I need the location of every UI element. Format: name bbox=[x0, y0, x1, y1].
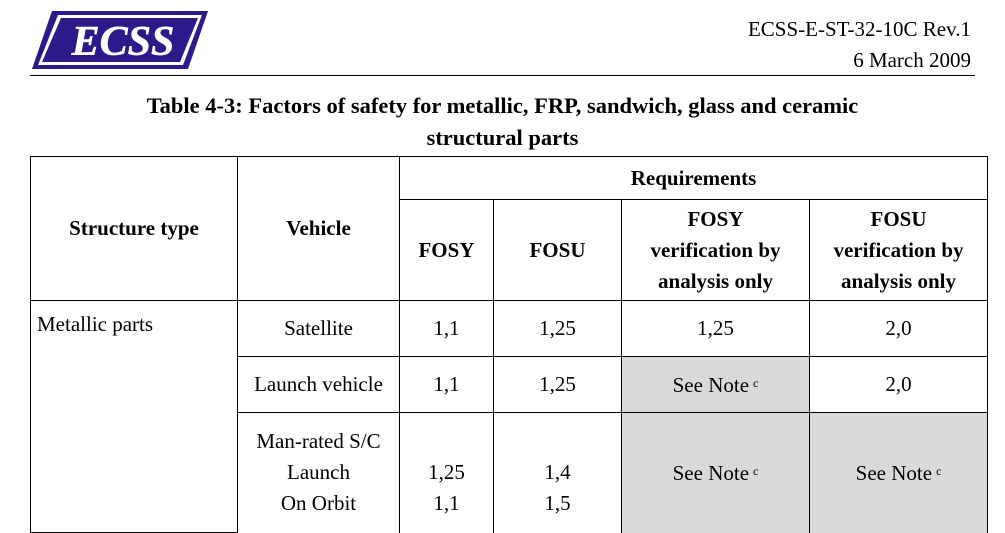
fosu-cell: 1,25 bbox=[494, 357, 622, 413]
see-note-text: See Note bbox=[672, 373, 750, 397]
group-label-metallic-parts: Metallic parts bbox=[31, 301, 238, 533]
fosy-verification-cell: 1,25 bbox=[622, 301, 810, 357]
fosy-cell: 1,1 bbox=[400, 301, 494, 357]
header-fosu: FOSU bbox=[494, 200, 622, 301]
vehicle-cell: Satellite bbox=[238, 301, 400, 357]
fosu-verification-cell: 2,0 bbox=[810, 301, 988, 357]
fosu-verification-cell bbox=[810, 413, 988, 533]
fosu-cell: 1,25 bbox=[494, 301, 622, 357]
header-fosy-verification: FOSY verification by analysis only bbox=[622, 200, 810, 301]
header-structure-type: Structure type bbox=[31, 157, 238, 301]
see-note-text: See Note bbox=[855, 461, 933, 486]
document-number: ECSS-E-ST-32-10C Rev.1 bbox=[747, 17, 971, 41]
header-fosy: FOSY bbox=[400, 200, 494, 301]
see-note-text: See Note bbox=[672, 461, 750, 486]
fosu-verification-cell: 2,0 bbox=[810, 357, 988, 413]
header-vehicle: Vehicle bbox=[238, 157, 400, 301]
table-caption bbox=[30, 90, 975, 154]
fosy-cell: 1,25 1,1 bbox=[400, 413, 494, 533]
logo-text: ECSS bbox=[71, 19, 175, 65]
note-marker: c bbox=[753, 376, 759, 390]
ecss-logo bbox=[30, 9, 210, 71]
fosy-verification-cell bbox=[622, 357, 810, 413]
document-id bbox=[748, 14, 971, 76]
fosu-cell: 1,4 1,5 bbox=[494, 413, 622, 533]
caption-line-2: structural parts bbox=[426, 125, 579, 150]
fosy-cell: 1,1 bbox=[400, 357, 494, 413]
document-date: 6 March 2009 bbox=[853, 48, 971, 72]
note-marker: c bbox=[753, 464, 759, 479]
vehicle-cell: Launch vehicle bbox=[238, 357, 400, 413]
fosy-verification-cell bbox=[622, 413, 810, 533]
header-requirements: Requirements bbox=[400, 157, 988, 200]
note-marker: c bbox=[936, 464, 942, 479]
caption-line-1: Table 4-3: Factors of safety for metallic, FRP, sandwich, glass and ceramic bbox=[146, 93, 859, 118]
vehicle-cell: Man-rated S/C Launch On Orbit bbox=[238, 413, 400, 533]
table-row bbox=[31, 301, 988, 357]
header-rule bbox=[30, 75, 975, 76]
safety-factors-table bbox=[30, 156, 988, 533]
header-fosu-verification: FOSU verification by analysis only bbox=[810, 200, 988, 301]
